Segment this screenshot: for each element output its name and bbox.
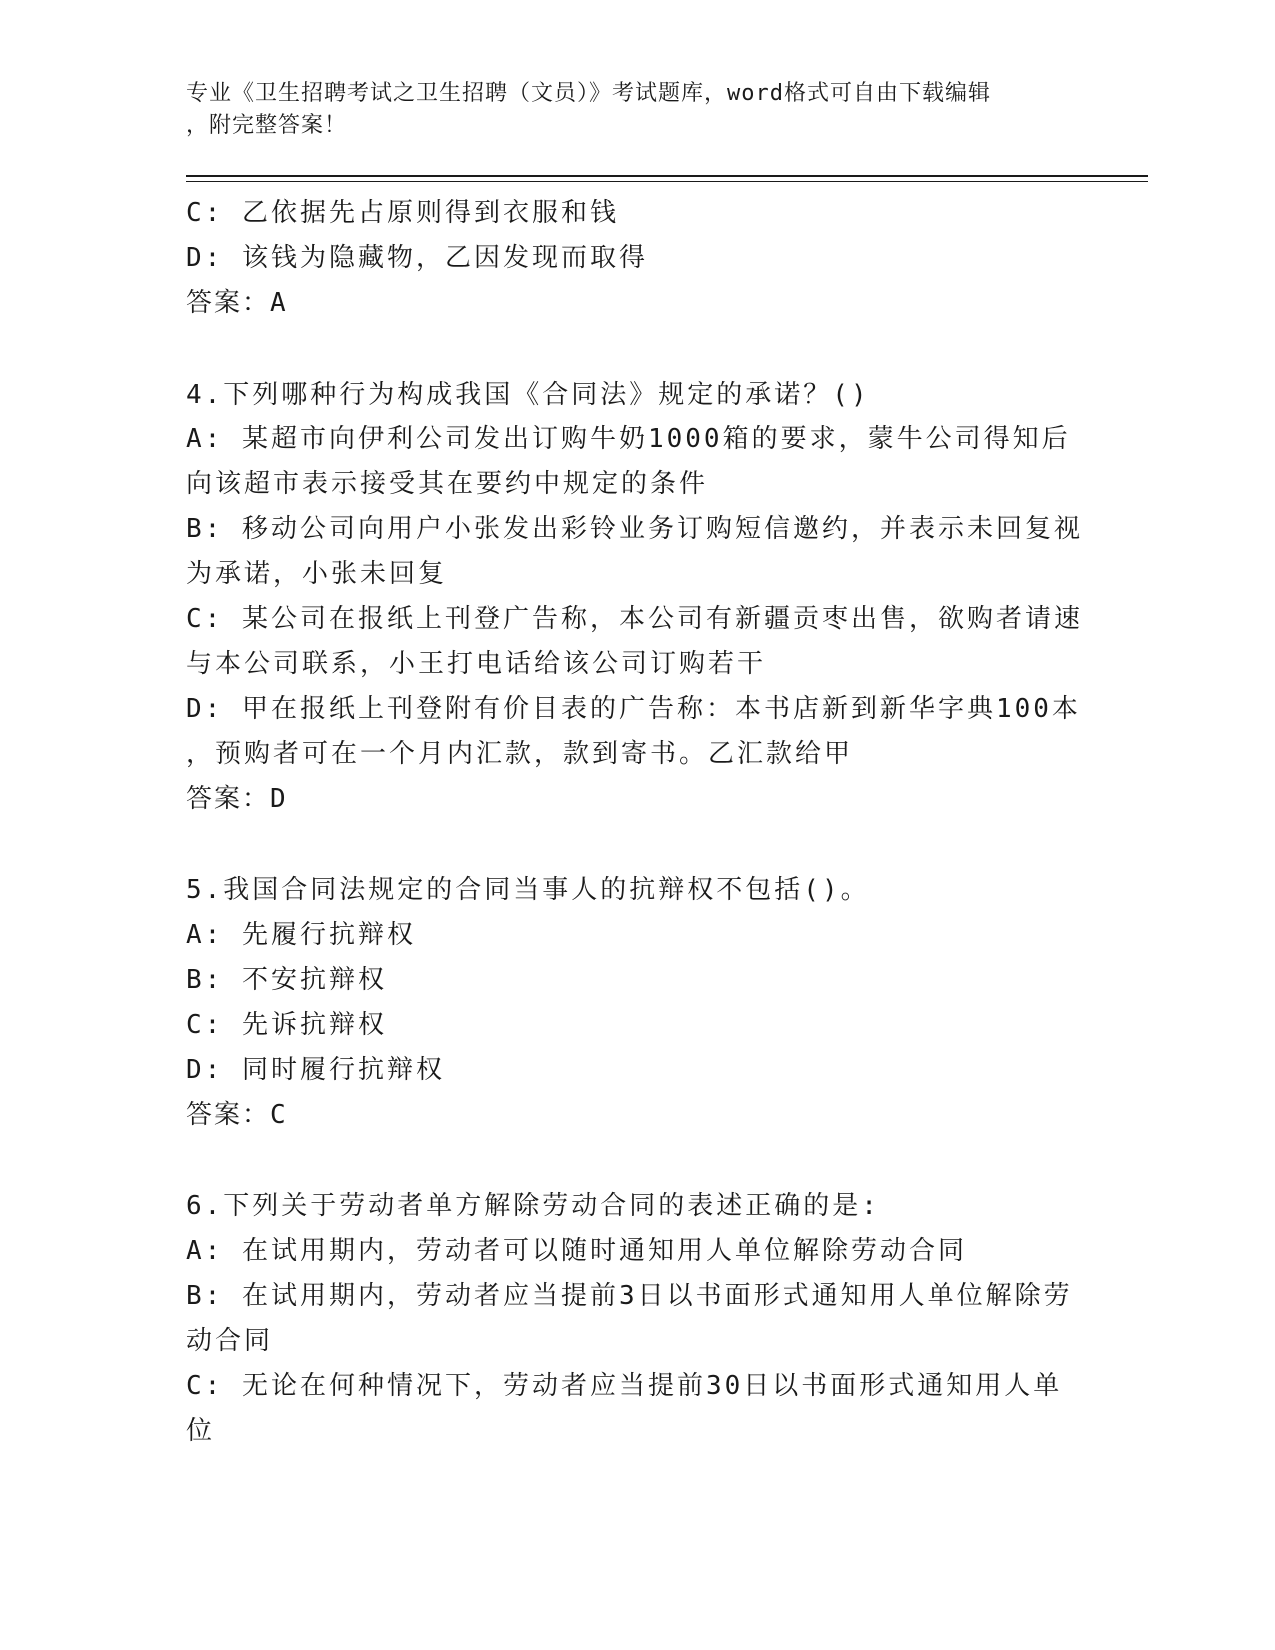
q4-option-d-line1: D: 甲在报纸上刊登附有价目表的广告称：本书店新到新华字典100本	[186, 694, 1081, 724]
q5-option-c: C: 先诉抗辩权	[186, 1010, 387, 1040]
q4-option-a-line2: 向该超市表示接受其在要约中规定的条件	[186, 469, 709, 499]
q4-option-c-line2: 与本公司联系，小王打电话给该公司订购若干	[186, 649, 767, 679]
q5-option-a: A: 先履行抗辩权	[186, 920, 416, 950]
q6-option-a: A: 在试用期内，劳动者可以随时通知用人单位解除劳动合同	[186, 1236, 967, 1266]
q4-option-c-line1: C: 某公司在报纸上刊登广告称，本公司有新疆贡枣出售，欲购者请速	[186, 604, 1083, 634]
q5-answer: 答案：C	[186, 1100, 288, 1130]
q4-answer: 答案：D	[186, 784, 288, 814]
q3-option-c: C: 乙依据先占原则得到衣服和钱	[186, 198, 619, 228]
q5-option-d: D: 同时履行抗辩权	[186, 1055, 445, 1085]
header-rule-top	[186, 175, 1148, 177]
q4-option-b-line2: 为承诺，小张未回复	[186, 559, 448, 589]
q5-option-b: B: 不安抗辩权	[186, 965, 387, 995]
q5-stem: 5.我国合同法规定的合同当事人的抗辩权不包括()。	[186, 875, 870, 905]
q6-option-b-line2: 动合同	[186, 1326, 274, 1356]
q6-option-b-line1: B: 在试用期内，劳动者应当提前3日以书面形式通知用人单位解除劳	[186, 1281, 1073, 1311]
q4-option-b-line1: B: 移动公司向用户小张发出彩铃业务订购短信邀约，并表示未回复视	[186, 514, 1083, 544]
q4-stem: 4.下列哪种行为构成我国《合同法》规定的承诺？()	[186, 380, 870, 410]
q4-option-d-line2: ，预购者可在一个月内汇款，款到寄书。乙汇款给甲	[186, 739, 854, 769]
header-line-1: 专业《卫生招聘考试之卫生招聘（文员）》考试题库，word格式可自由下载编辑	[186, 81, 991, 106]
q6-option-c-line2: 位	[186, 1416, 216, 1446]
q3-answer: 答案：A	[186, 288, 288, 318]
header-rule-bottom	[186, 181, 1148, 182]
q3-option-d: D: 该钱为隐藏物，乙因发现而取得	[186, 243, 648, 273]
q4-option-a-line1: A: 某超市向伊利公司发出订购牛奶1000箱的要求，蒙牛公司得知后	[186, 424, 1071, 454]
q6-stem: 6.下列关于劳动者单方解除劳动合同的表述正确的是:	[186, 1191, 880, 1221]
q6-option-c-line1: C: 无论在何种情况下，劳动者应当提前30日以书面形式通知用人单	[186, 1371, 1063, 1401]
header-line-2: ，附完整答案！	[186, 113, 348, 138]
